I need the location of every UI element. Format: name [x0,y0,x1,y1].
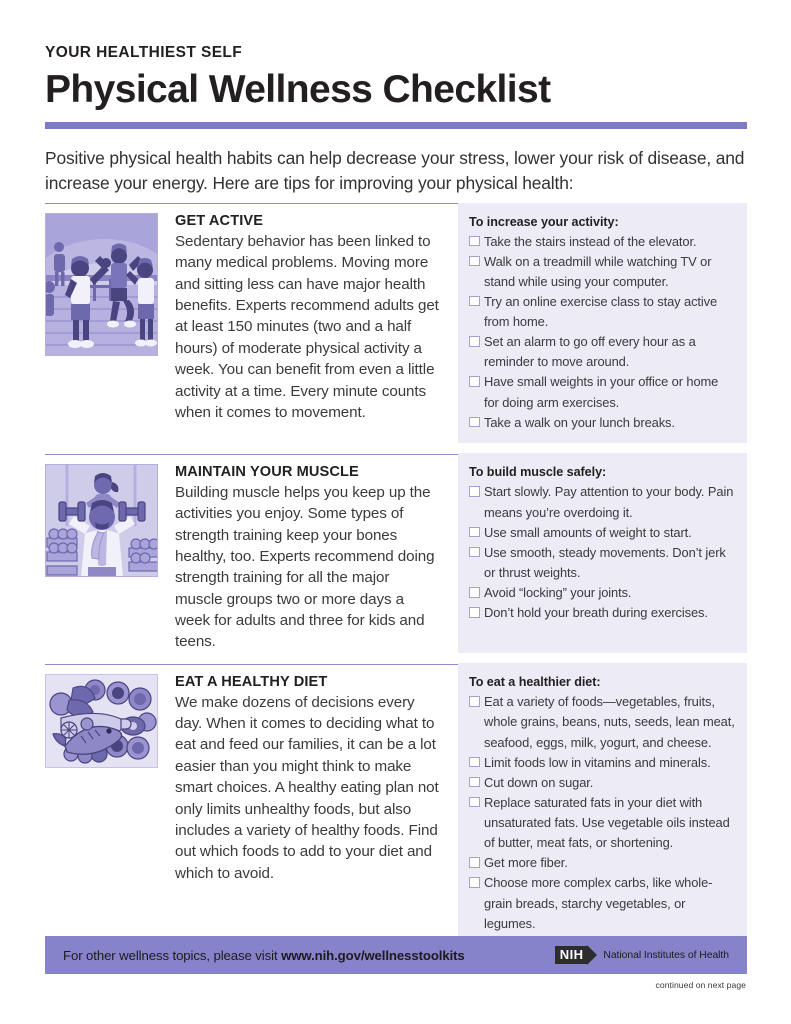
checklist-item[interactable]: Get more fiber. [469,853,735,873]
checklist-item[interactable]: Take a walk on your lunch breaks. [469,413,735,433]
footer-text-prefix: For other wellness topics, please visit [63,947,282,963]
section-text-column [175,674,458,884]
nih-logo-name: National Institutes of Health [603,949,729,961]
document-header [45,44,747,129]
checklist-heading: To increase your activity: [469,214,619,229]
checklist [469,232,735,433]
checklist [469,482,735,623]
checklist-panel [458,203,747,443]
checklist-item[interactable]: Eat a variety of foods—vegetables, fruits, whole grains, beans, nuts, seeds, lean meat, seafood, eggs, milk, yogurt, and cheese. [469,692,735,752]
footer-url[interactable]: www.nih.gov/wellnesstoolkits [281,947,465,963]
checklist-item[interactable]: Set an alarm to go off every hour as a reminder to move around. [469,332,735,372]
section-body: We make dozens of decisions every day. When it comes to deciding what to eat and feed our families, it can be a lot easier than you might think to make smart choices. A healthy eating plan not only limits unhealthy foods, but also includes a variety of healthy foods. Find out which foods to add to your diet and which to avoid. [175,693,439,882]
series-kicker: YOUR HEALTHIEST SELF [45,44,243,61]
checklist-item[interactable]: Choose more complex carbs, like whole-grain breads, starchy vegetables, or legumes. [469,873,735,933]
section-text-column [175,213,458,423]
checklist-heading: To eat a healthier diet: [469,675,601,690]
section-heading: EAT A HEALTHY DIET [175,673,328,690]
footer-bar [45,936,747,974]
accent-rule [45,122,747,129]
section-body: Building muscle helps you keep up the activities you enjoy. Some types of strength training keep your bones healthy, too. Experts recommend doing strength training for all the major muscle groups two or more days a week for adults and three for kids and teens. [175,483,435,651]
page-title: Physical Wellness Checklist [45,68,551,112]
checklist-item[interactable]: Replace saturated fats in your diet with unsaturated fats. Use vegetable oils instead of butter, meat fats, or shortening. [469,793,735,853]
nih-logo-mark [555,945,598,965]
people-walking-indoor-track-icon [45,213,158,356]
intro-paragraph: Positive physical health habits can help decrease your stress, lower your risk of disease, and increase your energy. Here are tips for improving your physical health: [45,148,745,194]
checklist-item[interactable]: Avoid “locking” your joints. [469,583,735,603]
nih-monogram: NIH [555,946,588,965]
checklist-panel [458,663,747,964]
checklist-item[interactable]: Don’t hold your breath during exercises. [469,603,735,623]
checklist [469,692,735,954]
man-lifting-dumbbells-with-child-icon [45,464,158,577]
section-heading: GET ACTIVE [175,213,264,229]
checklist-item[interactable]: Have small weights in your office or home for doing arm exercises. [469,372,735,412]
checklist-item[interactable]: Limit foods low in vitamins and minerals. [469,753,735,773]
section-body: Sedentary behavior has been linked to many medical problems. Moving more and sitting less can have major health benefits. Experts recommend adults get at least 150 minutes (two and a half hours) of moderate physical activity a week. You can benefit from even a little activity at a time. Every minute counts when it comes to movement. [175,233,439,421]
section-heading: MAINTAIN YOUR MUSCLE [175,463,359,480]
checklist-item[interactable]: Use small amounts of weight to start. [469,523,735,543]
checklist-heading: To build muscle safely: [469,465,607,480]
footer-text [63,948,465,963]
checklist-item[interactable]: Try an online exercise class to stay active from home. [469,292,735,332]
nih-logo [555,945,729,965]
sections-container [45,203,747,964]
section-thumbnail-wrap [45,213,158,356]
section-eat-a-healthy-diet [45,664,747,964]
checklist-item[interactable]: Take the stairs instead of the elevator. [469,232,735,252]
continued-note: continued on next page [655,980,746,990]
checklist-item[interactable]: Start slowly. Pay attention to your body. Pain means you’re overdoing it. [469,482,735,522]
section-maintain-your-muscle [45,454,747,653]
checklist-item[interactable]: Use smooth, steady movements. Don’t jerk or thrust weights. [469,543,735,583]
checklist-panel [458,453,747,652]
section-thumbnail-wrap [45,464,158,577]
section-text-column [175,464,458,653]
checklist-item[interactable]: Walk on a treadmill while watching TV or stand while using your computer. [469,252,735,292]
fish-vegetables-fruit-spread-icon [45,674,158,768]
section-thumbnail-wrap [45,674,158,768]
checklist-item[interactable]: Cut down on sugar. [469,773,735,793]
section-get-active [45,203,747,443]
nih-arrow-icon [587,945,597,965]
